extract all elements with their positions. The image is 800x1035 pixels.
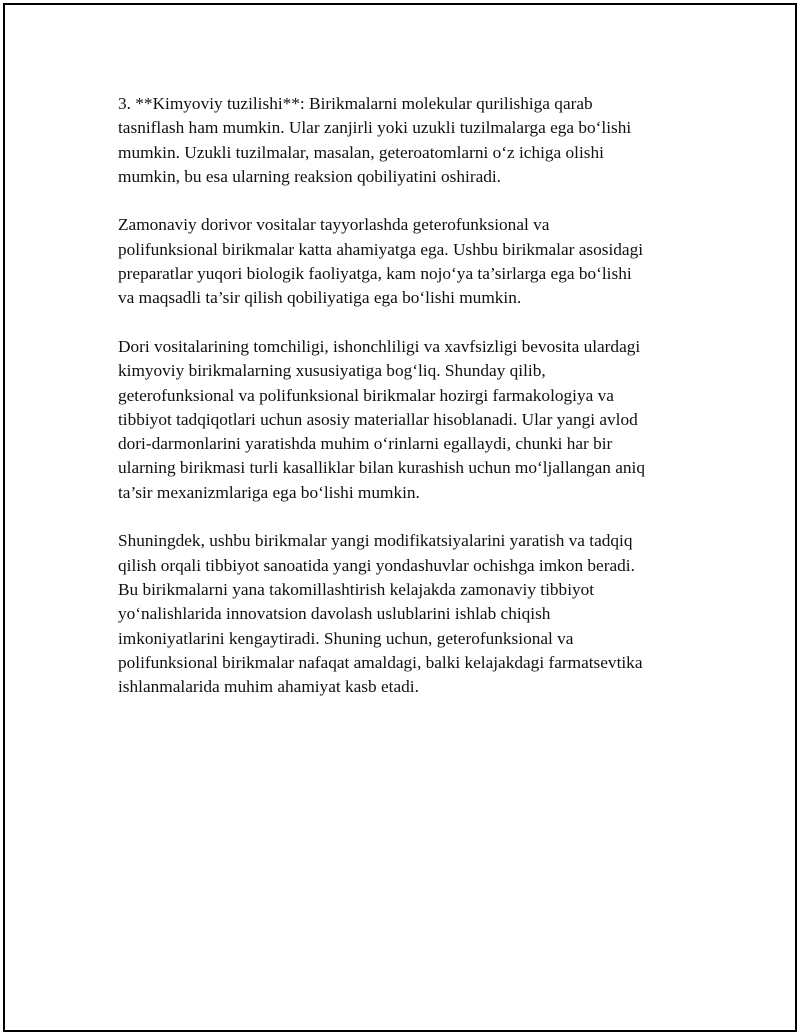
paragraph-drug-reliability: Dori vositalarining tomchiligi, ishonchliligi va xavfsizligi bevosita ulardagi kimyoviy birikmalarning xususiyatiga bog‘liq. Shunday qilib, geterofunksional va polifunksional birikmalar hozirgi farmakologiya va tibbiyot tadqiqotlari uchun asosiy materiallar hisoblanadi. Ular yangi avlod dori-darmonlarini yaratishda muhim o‘rinlarni egallaydi, chunki har bir ularning birikmasi turli kasalliklar bilan kurashish uchun mo‘ljallangan aniq ta’sir mexanizmlariga ega bo‘lishi mumkin. xyxy=(118,336,645,502)
document-body xyxy=(118,92,683,724)
paragraph-chemical-structure: 3. **Kimyoviy tuzilishi**: Birikmalarni molekular qurilishiga qarab tasniflash ham mumkin. Ular zanjirli yoki uzukli tuzilmalarga ega bo‘lishi mumkin. Uzukli tuzilmalar, masalan, geteroatomlarni o‘z ichiga olishi mumkin, bu esa ularning reaksion qobiliyatini oshiradi. xyxy=(118,94,632,186)
paragraph-future-development: Shuningdek, ushbu birikmalar yangi modifikatsiyalarini yaratish va tadqiq qilish orqali tibbiyot sanoatida yangi yondashuvlar ochishga imkon beradi. Bu birikmalarni yana takomillashtirish kelajakda zamonaviy tibbiyot yo‘nalishlarida innovatsion davolash uslublarini ishlab chiqish imkoniyatlarini kengaytiradi. Shuning uchun, geterofunksional va polifunksional birikmalar nafaqat amaldagi, balki kelajakdagi farmatsevtika ishlanmalarida muhim ahamiyat kasb etadi. xyxy=(118,531,643,697)
paragraph-modern-medicines: Zamonaviy dorivor vositalar tayyorlashda geterofunksional va polifunksional birikmalar katta ahamiyatga ega. Ushbu birikmalar asosidagi preparatlar yuqori biologik faoliyatga, kam nojo‘ya ta’sirlarga ega bo‘lishi va maqsadli ta’sir qilish qobiliyatiga ega bo‘lishi mumkin. xyxy=(118,215,644,308)
